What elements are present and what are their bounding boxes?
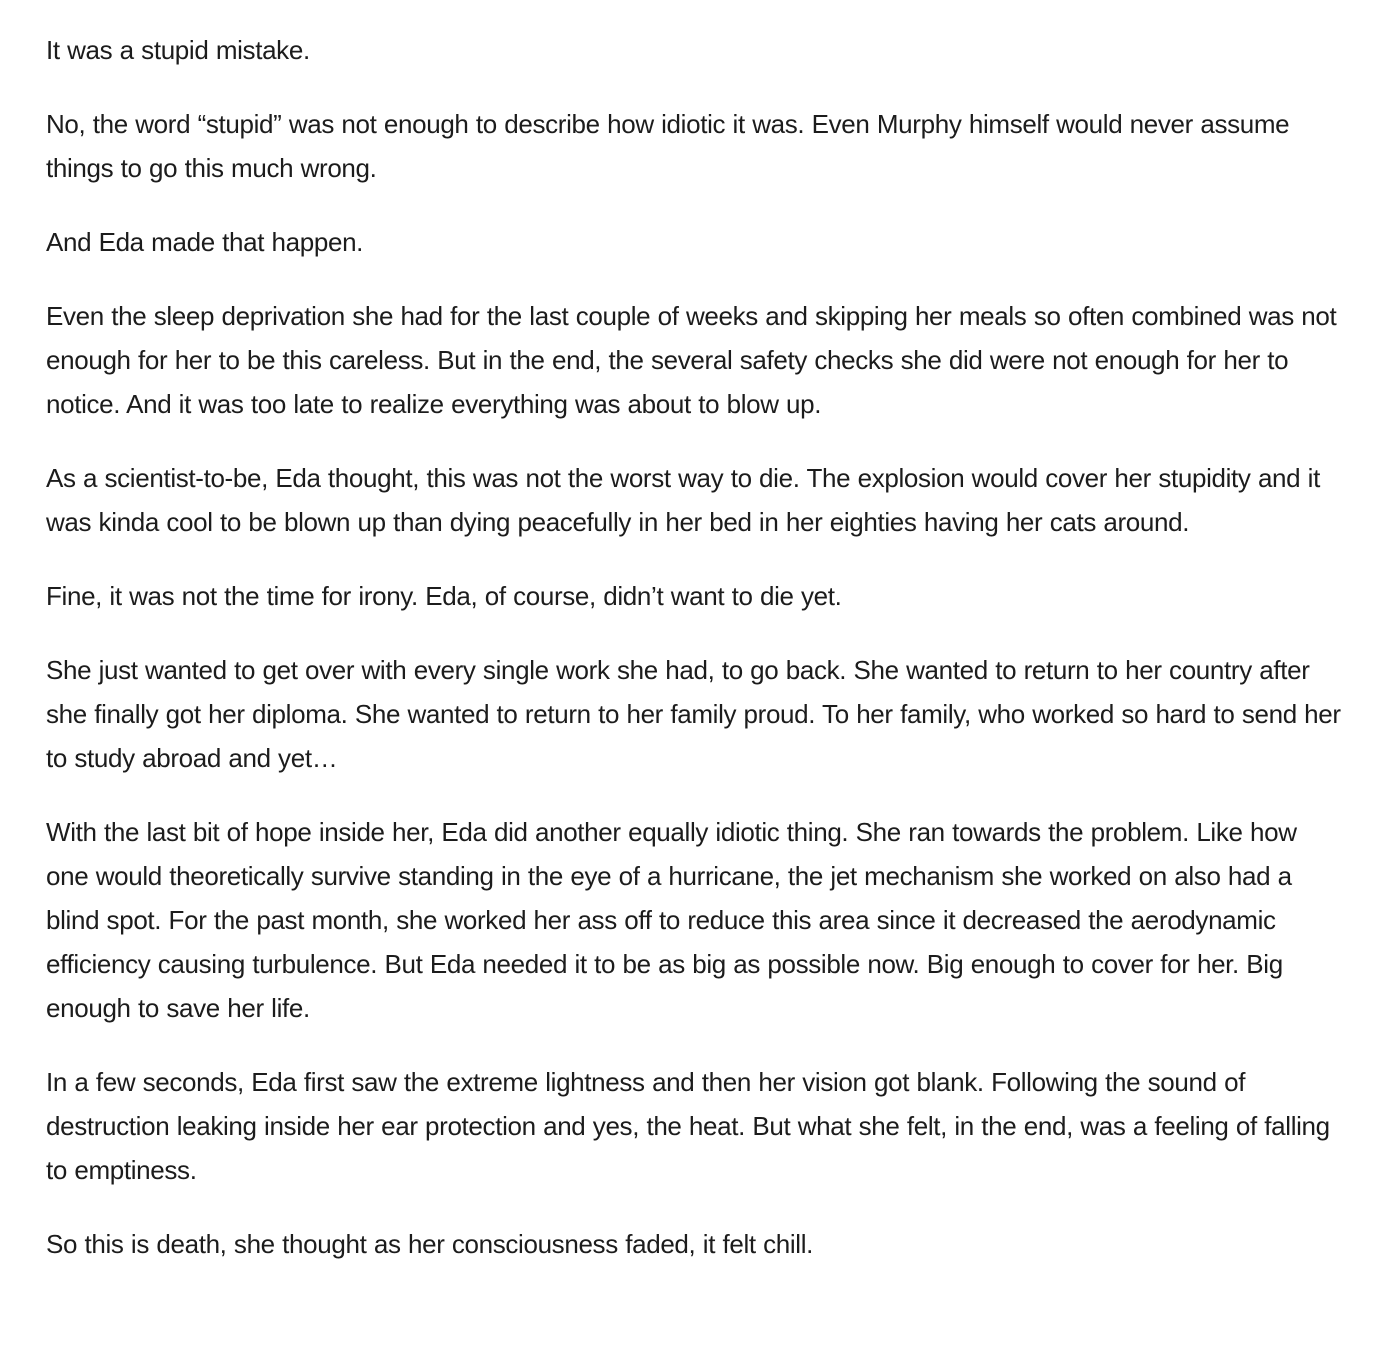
paragraph-3: And Eda made that happen.: [46, 227, 364, 257]
paragraph-4: Even the sleep deprivation she had for the last couple of weeks and skipping her meals so often combined was not enough for her to be this careless. But in the end, the several safety checks she did were not enough for her to notice. And it was too late to realize everything was about to blow up.: [46, 301, 1337, 419]
paragraph-5: As a scientist-to-be, Eda thought, this was not the worst way to die. The explosion would cover her stupidity and it was kinda cool to be blown up than dying peacefully in her bed in her eighties having her cats around.: [46, 463, 1320, 537]
paragraph-10: So this is death, she thought as her consciousness faded, it felt chill.: [46, 1229, 814, 1259]
paragraph-2: No, the word “stupid” was not enough to describe how idiotic it was. Even Murphy himself would never assume things to go this much wrong.: [46, 109, 1290, 183]
paragraph-7: She just wanted to get over with every single work she had, to go back. She wanted to return to her country after she finally got her diploma. She wanted to return to her family proud. To her family, who worked so hard to send her to study abroad and yet…: [46, 655, 1341, 773]
story-text: [46, 28, 1344, 1266]
paragraph-6: Fine, it was not the time for irony. Eda, of course, didn’t want to die yet.: [46, 581, 842, 611]
paragraph-9: In a few seconds, Eda first saw the extreme lightness and then her vision got blank. Following the sound of destruction leaking inside her ear protection and yes, the heat. But what she felt, in the end, was a feeling of falling to emptiness.: [46, 1067, 1330, 1185]
paragraph-8: With the last bit of hope inside her, Eda did another equally idiotic thing. She ran towards the problem. Like how one would theoretically survive standing in the eye of a hurricane, the jet mechanism she worked on also had a blind spot. For the past month, she worked her ass off to reduce this area since it decreased the aerodynamic efficiency causing turbulence. But Eda needed it to be as big as possible now. Big enough to cover for her. Big enough to save her life.: [46, 817, 1297, 1023]
paragraph-1: It was a stupid mistake.: [46, 35, 310, 65]
